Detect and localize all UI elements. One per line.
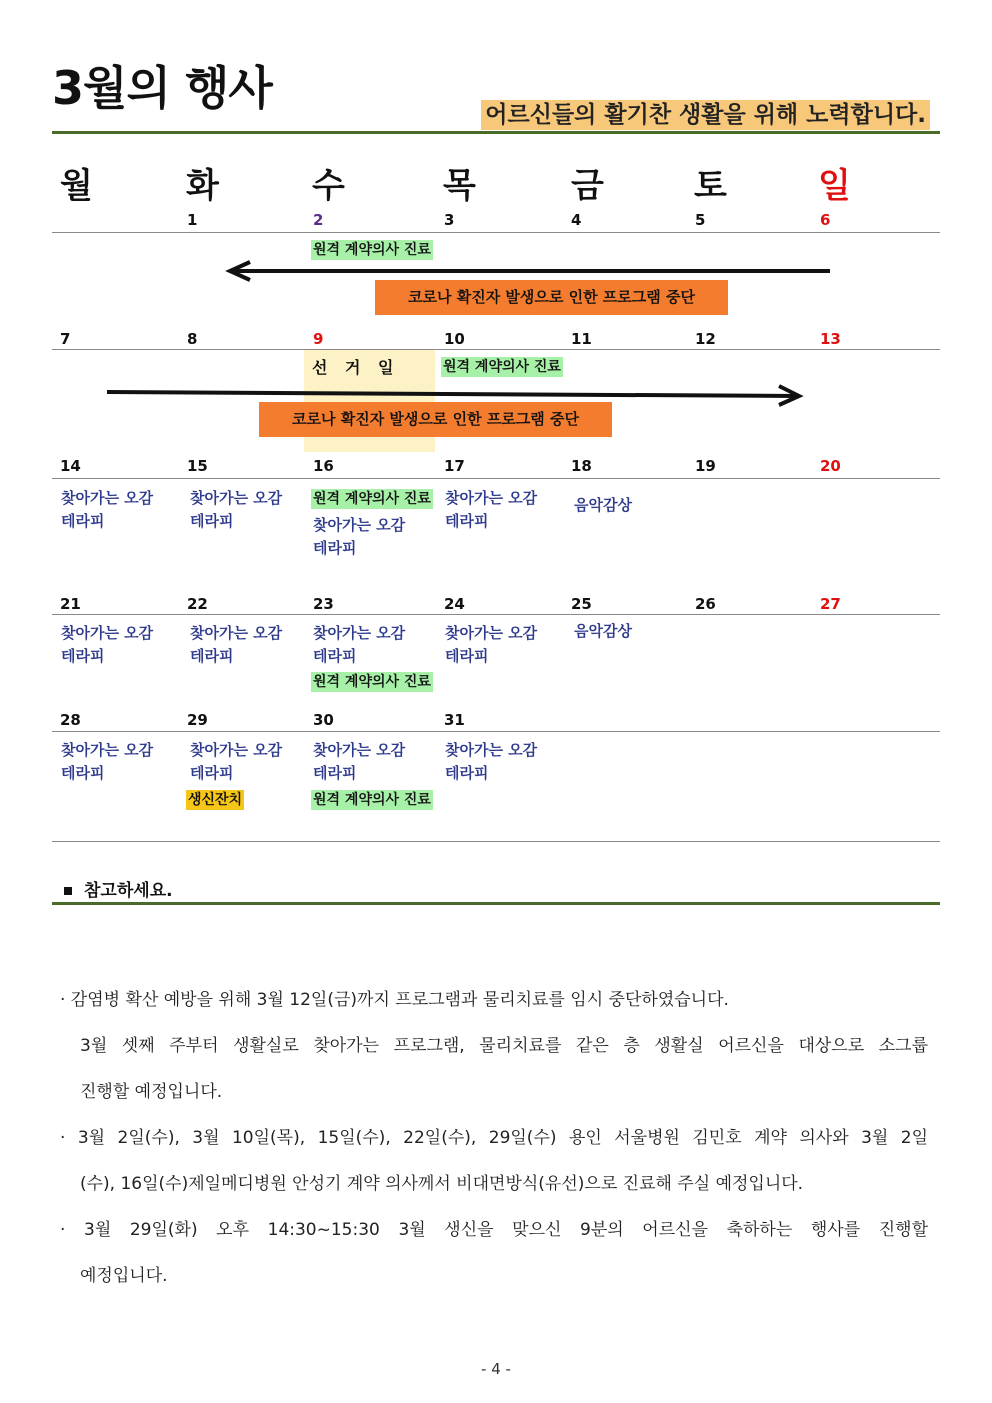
date-16: 16 <box>313 457 334 475</box>
remote-doctor-tag: 원격 계약의사 진료 <box>313 792 431 808</box>
date-21: 21 <box>60 595 81 613</box>
remote-doctor-tag: 원격 계약의사 진료 <box>313 674 431 690</box>
date-18: 18 <box>571 457 592 475</box>
remote-doctor-tag: 원격 계약의사 진료 <box>313 242 431 258</box>
note-line-7: 예정입니다. <box>80 1266 168 1286</box>
week5-divider <box>52 731 940 732</box>
date-9: 9 <box>313 330 324 348</box>
date-17: 17 <box>444 457 465 475</box>
date-30: 30 <box>313 711 334 729</box>
therapy-event: 찾아가는 오감 테라피 <box>313 624 406 665</box>
week2-divider <box>52 349 940 350</box>
date-6: 6 <box>820 211 831 229</box>
note-line-2: 3월 셋째 주부터 생활실로 찾아가는 프로그램, 물리치료를 같은 층 생활실 어르신을 대상으로 소그룹 <box>80 1036 928 1056</box>
weekday-sat: 토 <box>694 166 727 206</box>
election-day-label: 선 거 일 <box>312 358 400 377</box>
music-event: 음악감상 <box>574 622 632 640</box>
notes-divider <box>52 902 940 905</box>
page-title: 3월의 행사 <box>52 61 272 115</box>
therapy-event: 찾아가는 오감 테라피 <box>445 489 538 530</box>
weekday-sun: 일 <box>818 166 851 206</box>
birthday-party-tag: 생신잔치 <box>188 792 243 808</box>
date-8: 8 <box>187 330 198 348</box>
weekday-fri: 금 <box>571 166 604 206</box>
slogan: 어르신들의 활기찬 생활을 위해 노력합니다. <box>481 100 930 130</box>
note-line-1: · 감염병 확산 예방을 위해 3월 12일(금)까지 프로그램과 물리치료를 임시 중단하였습니다. <box>60 990 729 1010</box>
note-line-6: · 3월 29일(화) 오후 14:30~15:30 3월 생신을 맞으신 9분의 어르신을 축하하는 행사를 진행할 <box>60 1220 928 1240</box>
note-line-5: (수), 16일(수)제일메디병원 안성기 계약 의사께서 비대면방식(유선)으로 진료해 주실 예정입니다. <box>80 1174 804 1194</box>
therapy-event: 찾아가는 오감 테라피 <box>313 516 406 557</box>
date-20: 20 <box>820 457 841 475</box>
date-13: 13 <box>820 330 841 348</box>
weekday-tue: 화 <box>186 166 219 206</box>
square-bullet-icon <box>64 887 72 895</box>
therapy-event: 찾아가는 오감 테라피 <box>445 741 538 782</box>
date-15: 15 <box>187 457 208 475</box>
remote-doctor-tag: 원격 계약의사 진료 <box>443 359 561 375</box>
date-2: 2 <box>313 211 324 229</box>
note-line-4: · 3월 2일(수), 3월 10일(목), 15일(수), 22일(수), 29일(수) 용인 서울병원 김민호 계약 의사와 3월 2일 <box>60 1128 928 1148</box>
therapy-event: 찾아가는 오감 테라피 <box>61 624 154 665</box>
therapy-event: 찾아가는 오감 테라피 <box>190 624 283 665</box>
arrow-left-icon <box>226 260 832 282</box>
date-26: 26 <box>695 595 716 613</box>
calendar-bottom-divider <box>52 841 940 842</box>
date-3: 3 <box>444 211 455 229</box>
date-19: 19 <box>695 457 716 475</box>
date-1: 1 <box>187 211 198 229</box>
title-divider <box>52 131 940 134</box>
therapy-event: 찾아가는 오감 테라피 <box>190 489 283 530</box>
date-27: 27 <box>820 595 841 613</box>
date-14: 14 <box>60 457 81 475</box>
weekday-wed: 수 <box>312 166 345 206</box>
therapy-event: 찾아가는 오감 테라피 <box>190 741 283 782</box>
week4-divider <box>52 614 940 615</box>
date-12: 12 <box>695 330 716 348</box>
remote-doctor-tag: 원격 계약의사 진료 <box>313 491 431 507</box>
therapy-event: 찾아가는 오감 테라피 <box>445 624 538 665</box>
date-28: 28 <box>60 711 81 729</box>
week3-divider <box>52 478 940 479</box>
program-stop-notice: 코로나 확진자 발생으로 인한 프로그램 중단 <box>375 280 728 315</box>
therapy-event: 찾아가는 오감 테라피 <box>61 741 154 782</box>
therapy-event: 찾아가는 오감 테라피 <box>313 741 406 782</box>
date-10: 10 <box>444 330 465 348</box>
date-31: 31 <box>444 711 465 729</box>
therapy-event: 찾아가는 오감 테라피 <box>61 489 154 530</box>
date-23: 23 <box>313 595 334 613</box>
date-24: 24 <box>444 595 465 613</box>
date-11: 11 <box>571 330 592 348</box>
note-line-3: 진행할 예정입니다. <box>80 1082 223 1102</box>
program-stop-notice: 코로나 확진자 발생으로 인한 프로그램 중단 <box>259 402 612 437</box>
date-7: 7 <box>60 330 71 348</box>
date-5: 5 <box>695 211 706 229</box>
date-25: 25 <box>571 595 592 613</box>
music-event: 음악감상 <box>574 496 632 514</box>
weekday-mon: 월 <box>60 166 93 206</box>
weekday-thu: 목 <box>443 166 476 206</box>
date-29: 29 <box>187 711 208 729</box>
date-4: 4 <box>571 211 582 229</box>
date-22: 22 <box>187 595 208 613</box>
week1-divider <box>52 232 940 233</box>
notes-heading: 참고하세요. <box>64 876 173 901</box>
page-number: - 4 - <box>481 1360 511 1378</box>
